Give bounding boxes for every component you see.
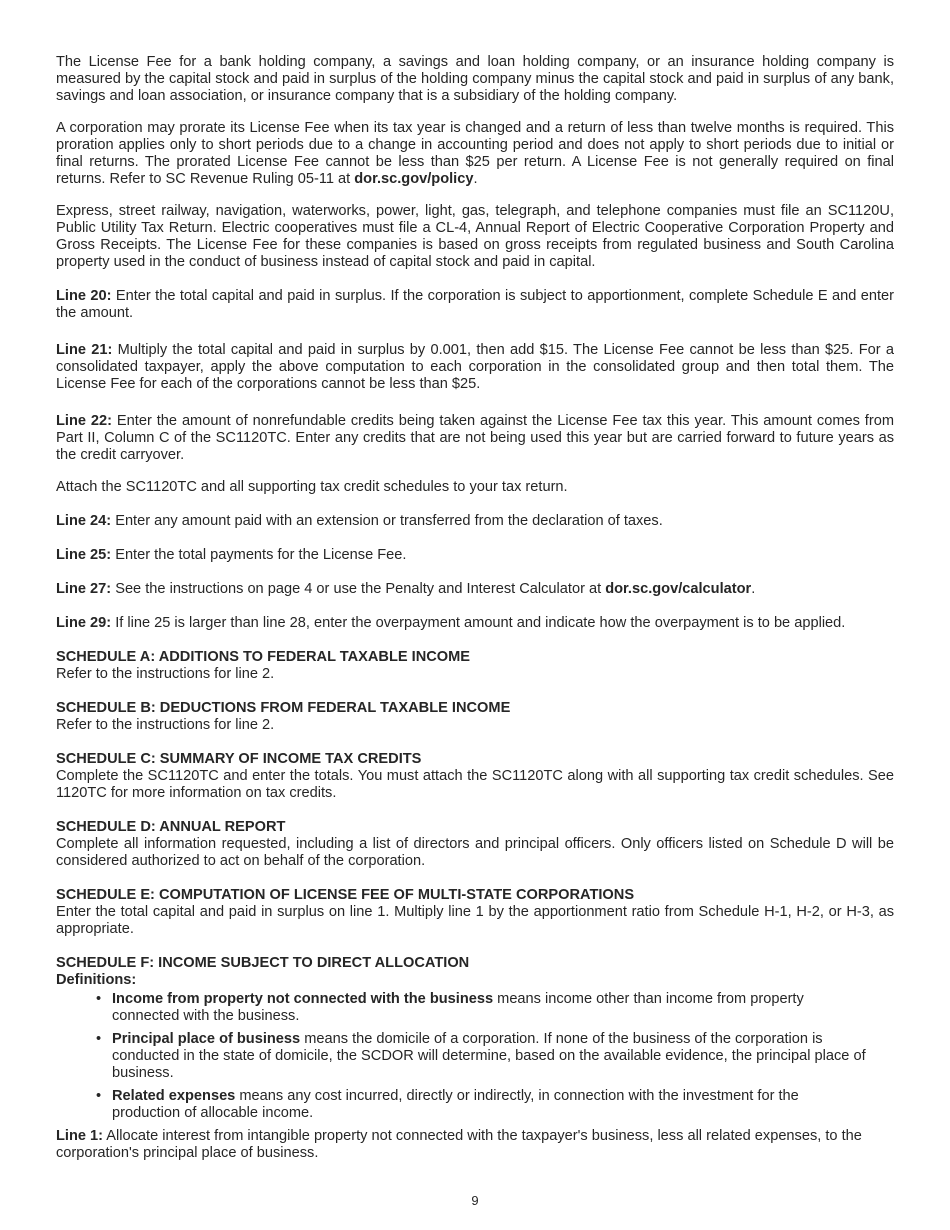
schedule-f-heading: SCHEDULE F: INCOME SUBJECT TO DIRECT ALLOCATION bbox=[56, 955, 470, 971]
line-20-text: Enter the total capital and paid in surplus. If the corporation is subject to apportionment, complete Schedule E and enter the amount. bbox=[56, 288, 894, 321]
line-20-label: Line 20: bbox=[56, 288, 112, 304]
line-21-text: Multiply the total capital and paid in surplus by 0.001, then add $15. The License Fee cannot be less than $25. For a consolidated taxpayer, apply the above computation to each corporation in the consolidated group and then total them. The License Fee for each of the corporations cannot be less than $25. bbox=[56, 342, 894, 392]
line-29-paragraph bbox=[56, 615, 894, 632]
line-22-paragraph bbox=[56, 413, 894, 464]
schedule-c-text: Complete the SC1120TC and enter the totals. You must attach the SC1120TC along with all supporting tax credit schedules. See 1120TC for more information on tax credits. bbox=[56, 768, 894, 801]
definition-term: Income from property not connected with the business bbox=[112, 991, 494, 1007]
line-21-label: Line 21: bbox=[56, 342, 113, 358]
definition-item bbox=[112, 991, 894, 1025]
schedule-f-line-1-label: Line 1: bbox=[56, 1128, 104, 1144]
proration-end: . bbox=[473, 171, 478, 187]
schedule-d-heading: SCHEDULE D: ANNUAL REPORT bbox=[56, 819, 286, 835]
definition-text: means income other than income from property connected with the business. bbox=[112, 991, 804, 1024]
utilities-paragraph: Express, street railway, navigation, waterworks, power, light, gas, telegraph, and telephone companies must file an SC1120U, Public Utility Tax Return. Electric cooperatives must file a CL-4, Annual Report of Electric Cooperative Corporation Property and Gross Receipts. The License Fee for these companies is based on gross receipts from regulated business and South Carolina property used in the conduct of business instead of capital stock and paid in capital. bbox=[56, 203, 894, 270]
schedule-c-heading: SCHEDULE C: SUMMARY OF INCOME TAX CREDITS bbox=[56, 751, 422, 767]
schedule-e-heading: SCHEDULE E: COMPUTATION OF LICENSE FEE OF MULTI-STATE CORPORATIONS bbox=[56, 887, 635, 903]
line-20-paragraph bbox=[56, 288, 894, 322]
definition-text: means any cost incurred, directly or indirectly, in connection with the investment for the production of allocable income. bbox=[112, 1088, 799, 1121]
schedule-d-text: Complete all information requested, including a list of directors and principal officers. Only officers listed on Schedule D will be considered authorized to act on behalf of the corporation. bbox=[56, 836, 894, 869]
proration-text: A corporation may prorate its License Fee when its tax year is changed and a return of less than twelve months is required. This proration applies only to short periods due to a change in accounting period and does not apply to short periods due to initial or final returns. The prorated License Fee cannot be less than $25 per return. A License Fee is not generally required on final returns. Refer to SC Revenue Ruling 05-11 at bbox=[56, 120, 894, 187]
definitions-list bbox=[56, 991, 894, 1122]
line-29-text: If line 25 is larger than line 28, enter the overpayment amount and indicate how the overpayment is to be applied. bbox=[111, 615, 846, 631]
line-24-text: Enter any amount paid with an extension or transferred from the declaration of taxes. bbox=[111, 513, 663, 529]
line-22-label: Line 22: bbox=[56, 413, 113, 429]
calculator-link[interactable]: dor.sc.gov/calculator bbox=[605, 581, 752, 597]
schedule-b-heading: SCHEDULE B: DEDUCTIONS FROM FEDERAL TAXABLE INCOME bbox=[56, 700, 511, 716]
definition-item bbox=[112, 1031, 894, 1082]
schedule-e-text: Enter the total capital and paid in surplus on line 1. Multiply line 1 by the apportionment ratio from Schedule H-1, H-2, or H-3, as appropriate. bbox=[56, 904, 894, 937]
instructions-body bbox=[56, 54, 894, 1162]
line-27-paragraph bbox=[56, 581, 894, 598]
definition-term: Principal place of business bbox=[112, 1031, 301, 1047]
holding-company-paragraph: The License Fee for a bank holding company, a savings and loan holding company, or an insurance holding company is measured by the capital stock and paid in surplus of the holding company minus the capital stock and paid in surplus of any bank, savings and loan association, or insurance company that is a subsidiary of the holding company. bbox=[56, 54, 894, 104]
definition-term: Related expenses bbox=[112, 1088, 236, 1104]
line-25-text: Enter the total payments for the License Fee. bbox=[111, 547, 407, 563]
definition-text: means the domicile of a corporation. If none of the business of the corporation is conducted in the state of domicile, the SCDOR will determine, based on the available evidence, the principal place of business. bbox=[112, 1031, 866, 1081]
proration-paragraph bbox=[56, 120, 894, 188]
attach-paragraph: Attach the SC1120TC and all supporting tax credit schedules to your tax return. bbox=[56, 479, 568, 495]
schedule-f-line-1-paragraph bbox=[56, 1128, 894, 1162]
policy-link[interactable]: dor.sc.gov/policy bbox=[354, 171, 474, 187]
line-21-paragraph bbox=[56, 342, 894, 393]
line-25-label: Line 25: bbox=[56, 547, 112, 563]
definitions-heading: Definitions: bbox=[56, 972, 137, 988]
line-27-text: See the instructions on page 4 or use the Penalty and Interest Calculator at bbox=[111, 581, 606, 597]
page-number: 9 bbox=[471, 1193, 479, 1208]
line-29-label: Line 29: bbox=[56, 615, 112, 631]
line-27-end: . bbox=[751, 581, 756, 597]
line-24-label: Line 24: bbox=[56, 513, 112, 529]
line-25-paragraph bbox=[56, 547, 894, 564]
schedule-b-text: Refer to the instructions for line 2. bbox=[56, 717, 275, 733]
schedule-a-text: Refer to the instructions for line 2. bbox=[56, 666, 275, 682]
line-24-paragraph bbox=[56, 513, 894, 530]
line-27-label: Line 27: bbox=[56, 581, 112, 597]
line-22-text: Enter the amount of nonrefundable credits being taken against the License Fee tax this year. This amount comes from Part II, Column C of the SC1120TC. Enter any credits that are not being used this year but are carried forward to future years as the credit carryover. bbox=[56, 413, 894, 463]
schedule-f-line-1-text: Allocate interest from intangible property not connected with the taxpayer's business, less all related expenses, to the corporation's principal place of business. bbox=[56, 1128, 862, 1161]
schedule-a-heading: SCHEDULE A: ADDITIONS TO FEDERAL TAXABLE INCOME bbox=[56, 649, 471, 665]
definition-item bbox=[112, 1088, 894, 1122]
